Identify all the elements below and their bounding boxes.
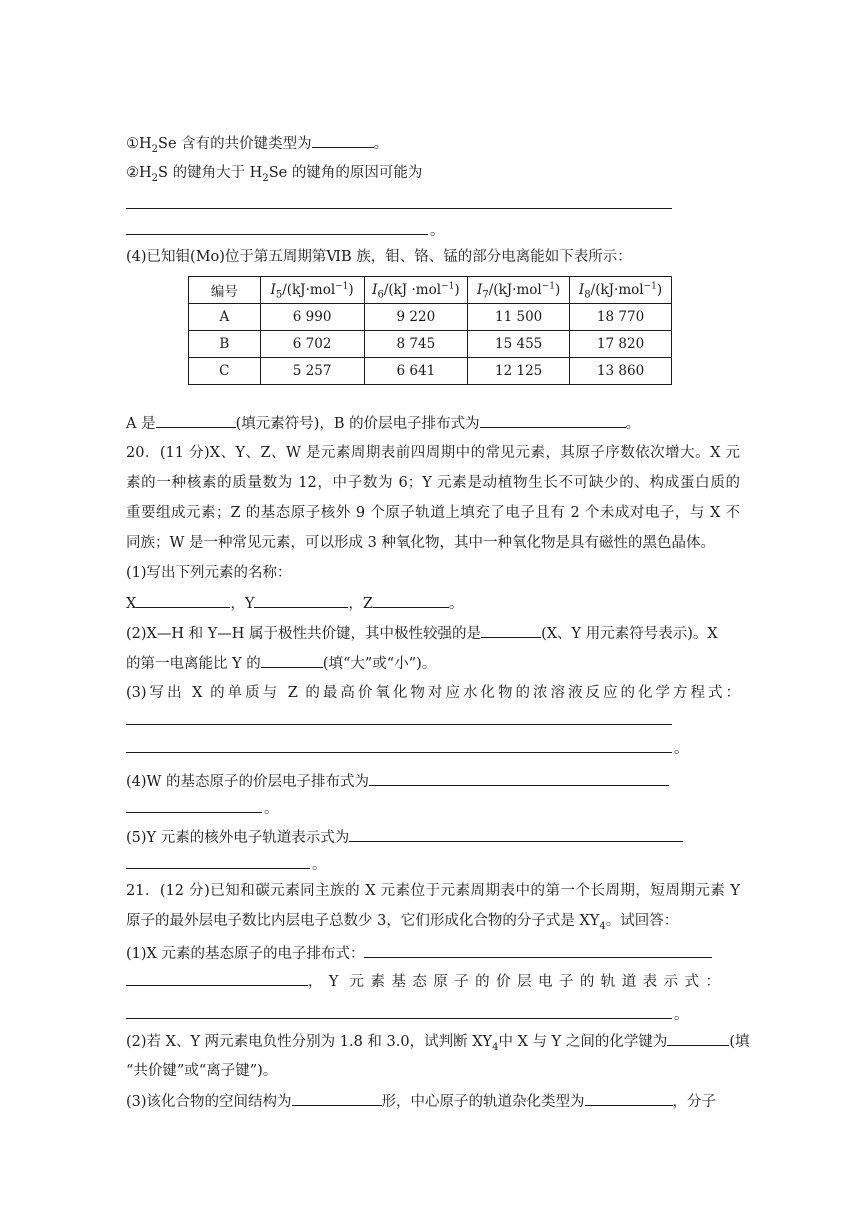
text: X — [126, 596, 137, 612]
text: (填 — [729, 1034, 750, 1050]
text: ，Y 元素基态原子的价层电子的轨道表示式： — [308, 974, 720, 990]
answer-blank[interactable] — [364, 942, 712, 958]
text: 中 X 与 Y 之间的化学键为 — [498, 1034, 668, 1050]
answer-blank[interactable] — [156, 412, 236, 428]
answer-line[interactable] — [126, 234, 428, 235]
answer-blank[interactable] — [261, 652, 323, 668]
text: (2)X—H 和 Y—H 属于极性共价键，其中极性较强的是 — [126, 626, 482, 642]
q21-stem-line — [126, 910, 740, 932]
text: 。 — [674, 1007, 689, 1023]
q20-part2-line2 — [126, 652, 740, 675]
q20-stem-line: 重要组成元素；Z 的基态原子核外 9 个原子轨道上填充了电子且有 2 个未成对电子，与 X 不 — [126, 505, 740, 521]
q19-part4-question — [126, 412, 740, 435]
text: ，分子 — [672, 1094, 717, 1110]
answer-blank[interactable] — [136, 592, 230, 608]
q20-stem-line: 素的一种核素的质量数为 12，中子数为 6；Y 元素是动植物生长不可缺少的、构成蛋白质的 — [126, 475, 740, 491]
table-row — [189, 304, 672, 331]
table-row — [189, 331, 672, 358]
text: ②H — [126, 165, 152, 181]
text: ) — [554, 282, 561, 298]
text: /(kJ·mol — [488, 282, 542, 298]
cell-i5: 6 990 — [260, 304, 364, 331]
text: 的第一电离能比 Y 的 — [126, 656, 261, 672]
table-row — [189, 358, 672, 385]
text: 形，中心原子的轨道杂化类型为 — [381, 1094, 585, 1110]
answer-line[interactable] — [126, 1018, 672, 1019]
text: (2)若 X、Y 两元素电负性分别为 1.8 和 3.0，试判断 XY — [126, 1034, 493, 1050]
answer-blank[interactable] — [126, 970, 308, 986]
text: 5 — [275, 289, 283, 301]
text: I — [372, 282, 378, 298]
text: (4)W 的基态原子的价层电子排布式为 — [126, 774, 370, 790]
period — [430, 220, 740, 242]
answer-blank[interactable] — [667, 1030, 729, 1046]
cell-i7: 15 455 — [468, 331, 570, 358]
text: /(kJ·mol — [590, 282, 644, 298]
answer-blank[interactable] — [312, 132, 374, 148]
answer-blank[interactable] — [292, 1090, 382, 1106]
cell-i6: 6 641 — [364, 358, 468, 385]
table-header-row — [189, 277, 672, 304]
text: 8 — [584, 289, 591, 301]
answer-blank[interactable] — [369, 770, 669, 786]
text: I — [477, 282, 483, 298]
cell-id: A — [189, 304, 261, 331]
text: ) — [454, 282, 460, 298]
text: S 的键角大于 H — [158, 165, 263, 181]
header-i8 — [570, 277, 672, 304]
text: −1 — [541, 281, 555, 292]
text: (填元素符号)，B 的价层电子排布式为 — [235, 416, 480, 432]
ionization-energy-table — [188, 276, 672, 385]
text: −1 — [643, 281, 657, 292]
text: ，Z — [348, 596, 373, 612]
text: /(kJ·mol — [282, 282, 336, 298]
text: (X、Y 用元素符号表示)。X — [541, 626, 718, 642]
answer-line[interactable] — [126, 868, 310, 869]
text: I — [270, 282, 276, 298]
answer-blank[interactable] — [480, 412, 626, 428]
cell-i7: 11 500 — [468, 304, 570, 331]
text: 7 — [482, 289, 489, 301]
answer-line[interactable] — [126, 208, 672, 209]
q21-part3 — [126, 1090, 740, 1113]
cell-i6: 9 220 — [364, 304, 468, 331]
period — [674, 738, 740, 760]
text: (1)X 元素的基态原子的电子排布式： — [126, 946, 365, 962]
cell-id: C — [189, 358, 261, 385]
q20-part3: (3)写出 X 的单质与 Z 的最高价氧化物对应水化物的浓溶液反应的化学方程式： — [126, 685, 740, 701]
q20-part1-answers — [126, 592, 740, 615]
q19-part4-intro: (4)已知钼(Mo)位于第五周期第ⅥB 族，钼、铬、锰的部分电离能如下表所示： — [126, 249, 632, 265]
cell-i5: 6 702 — [260, 331, 364, 358]
text: 6 — [377, 289, 384, 301]
answer-line[interactable] — [126, 752, 672, 753]
answer-blank[interactable] — [373, 592, 449, 608]
text: ) — [348, 282, 354, 298]
cell-i5: 5 257 — [260, 358, 364, 385]
q20-part4 — [126, 770, 740, 793]
text: 。 — [373, 136, 389, 152]
cell-i8: 18 770 — [570, 304, 672, 331]
text: (5)Y 元素的核外电子轨道表示式为 — [126, 830, 350, 846]
text: 。 — [448, 596, 464, 612]
q20-part5 — [126, 826, 740, 849]
header-i7 — [468, 277, 570, 304]
header-i5 — [260, 277, 364, 304]
text: (3)该化合物的空间结构为 — [126, 1094, 292, 1110]
cell-i7: 12 125 — [468, 358, 570, 385]
text: −1 — [335, 281, 349, 292]
cell-i8: 13 860 — [570, 358, 672, 385]
period — [674, 1004, 740, 1026]
answer-line[interactable] — [126, 812, 262, 813]
q20-stem-line: 20．(11 分)X、Y、Z、W 是元素周期表前四周期中的常见元素，其原子序数依次增大。X 元 — [126, 445, 740, 461]
text: 4 — [599, 920, 606, 932]
q20-stem-line: 同族；W 是一种常见元素，可以形成 3 种氧化物，其中一种氧化物是具有磁性的黑色晶体。 — [126, 535, 715, 551]
cell-i6: 8 745 — [364, 331, 468, 358]
answer-blank[interactable] — [349, 826, 683, 842]
q21-part1 — [126, 942, 740, 965]
header-i6 — [364, 277, 468, 304]
text: 。 — [430, 223, 445, 239]
q21-part2 — [126, 1030, 750, 1053]
text: I — [578, 282, 585, 298]
text: −1 — [441, 281, 455, 292]
cell-i8: 17 820 — [570, 331, 672, 358]
text: /(kJ ·mol — [383, 282, 442, 298]
answer-line[interactable] — [126, 724, 672, 725]
text: 。 — [264, 801, 279, 817]
text: A 是 — [126, 416, 156, 432]
answer-blank[interactable] — [254, 592, 348, 608]
q19-part3-2: $②H_2S$ 的键角大于 $H_2Se$ 的键角的原因可能为 — [126, 165, 423, 184]
text: 。 — [674, 741, 689, 757]
period — [264, 798, 740, 820]
text: 4 — [492, 1041, 499, 1053]
text: ，Y — [230, 596, 255, 612]
text: Se 含有的共价键类型为 — [158, 136, 312, 152]
answer-blank[interactable] — [585, 1090, 673, 1106]
text: ) — [656, 282, 663, 298]
text: 。试回答： — [605, 913, 679, 929]
q21-part2-line2: “共价键”或“离子键”)。 — [126, 1063, 278, 1079]
text: 原子的最外层电子数比内层电子总数少 3，它们形成化合物的分子式是 XY — [126, 913, 600, 929]
q19-part3-1: $①H_2Se$ 含有的共价键类型为 。 — [126, 132, 740, 155]
text: 。 — [625, 416, 641, 432]
q20-part2-line1 — [126, 622, 740, 645]
text: ①H — [126, 136, 152, 152]
q21-part1-line2 — [126, 970, 740, 993]
header-id: 编号 — [189, 277, 261, 304]
text: (填“大”或“小”)。 — [322, 656, 437, 672]
text: 。 — [312, 857, 327, 873]
period — [312, 854, 740, 876]
answer-blank[interactable] — [481, 622, 541, 638]
q21-stem-line: 21．(12 分)已知和碳元素同主族的 X 元素位于元素周期表中的第一个长周期，短周期元素 Y — [126, 883, 740, 899]
cell-id: B — [189, 331, 261, 358]
q20-part1: (1)写出下列元素的名称： — [126, 565, 292, 581]
text: Se 的键角的原因可能为 — [268, 165, 423, 181]
